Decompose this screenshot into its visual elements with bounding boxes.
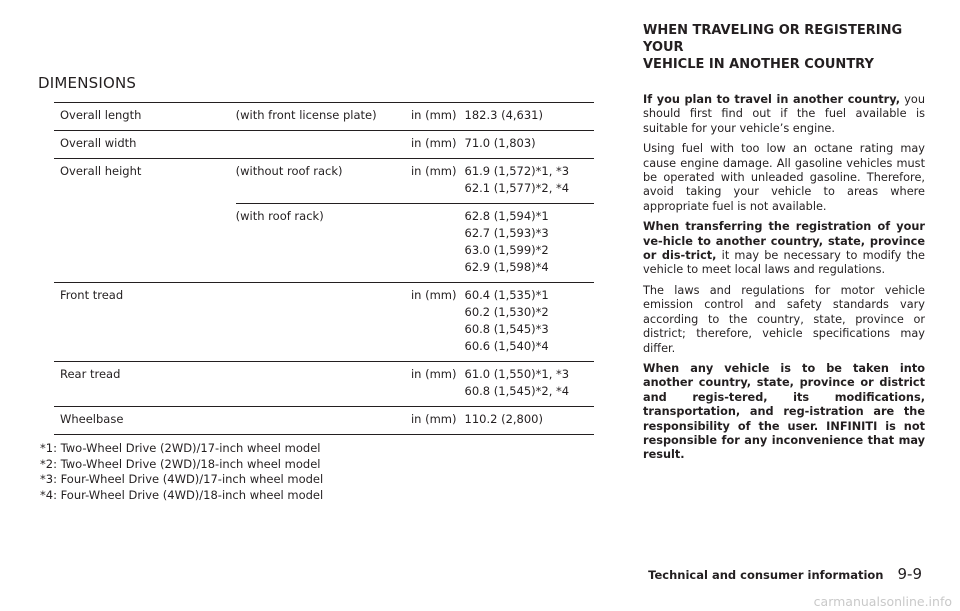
footer-section-label: Technical and consumer information [648,568,884,582]
header-line: VEHICLE IN ANOTHER COUNTRY [643,57,874,72]
table-row [54,103,594,131]
item-cell: Overall width [54,131,236,159]
value-line: 182.3 (4,631) [464,108,543,122]
value-cell [465,159,595,204]
value-cell [465,362,595,407]
value-cell [465,407,595,435]
unit-cell: in (mm) [411,131,465,159]
table-row [54,131,594,159]
paragraph-registration [643,220,925,278]
footnote: *3: Four-Wheel Drive (4WD)/17-inch wheel model [40,472,324,486]
paragraph-fuel [643,93,925,136]
value-line: 62.7 (1,593)*3 [464,226,549,240]
paragraph-text: it may be necessary to modify the vehicle to meet local laws and regulations. [643,249,925,277]
paragraph-lead: If you plan to travel in another country, [643,93,900,106]
item-cell: Overall height [54,159,236,204]
value-line: 61.9 (1,572)*1, *3 [464,164,570,178]
value-line: 62.1 (1,577)*2, *4 [464,181,570,195]
section-title: DIMENSIONS [38,74,137,92]
page-footer [648,565,922,583]
paragraph-octane: Using fuel with too low an octane rating may cause engine damage. All gasoline vehicles must be operated with unleaded gasoline. Therefore, avoid taking your vehicle to areas where appropriate fuel is not available. [643,142,925,213]
condition-cell: (with roof rack) [236,204,411,283]
table-row [54,283,594,362]
dimensions-table [54,102,594,435]
footnote: *2: Two-Wheel Drive (2WD)/18-inch wheel model [40,456,321,471]
item-cell: Front tread [54,283,236,362]
dimensions-section [38,74,598,503]
condition-cell [236,283,411,362]
unit-cell: in (mm) [411,283,465,362]
paragraph-text: you should first find out if the fuel available is suitable for your vehicle’s engine. [643,93,925,135]
table-row [54,362,594,407]
value-line: 110.2 (2,800) [464,412,543,426]
paragraph-laws: The laws and regulations for motor vehicle emission control and safety standards vary according to the country, state, province or district; therefore, vehicle specifications may differ. [643,283,925,355]
item-cell: Rear tread [54,362,236,407]
footnote: *4: Four-Wheel Drive (4WD)/18-inch wheel model [40,487,324,502]
condition-cell [236,362,411,407]
page-header-title [643,22,925,73]
value-line: 62.8 (1,594)*1 [464,209,549,223]
page-number: 9-9 [897,565,922,583]
footnote: *1: Two-Wheel Drive (2WD)/17-inch wheel model [40,441,321,455]
unit-cell: in (mm) [411,407,465,435]
table-row [54,407,594,435]
value-line: 60.8 (1,545)*2, *4 [464,384,570,398]
unit-cell: in (mm) [411,103,465,131]
condition-cell: (without roof rack) [236,159,411,204]
value-cell [465,103,595,131]
header-line: WHEN TRAVELING OR REGISTERING YOUR [643,23,903,55]
value-cell [465,283,595,362]
unit-cell: in (mm) [411,159,465,204]
table-row [54,159,594,204]
traveling-section [643,22,925,469]
value-line: 60.2 (1,530)*2 [464,305,549,319]
table-row [54,204,594,283]
unit-cell: in (mm) [411,362,465,407]
dimensions-table-body [54,103,594,435]
value-cell [465,204,595,283]
value-line: 60.8 (1,545)*3 [464,322,549,336]
value-line: 63.0 (1,599)*2 [464,243,549,257]
item-cell [54,204,236,283]
paragraph-responsibility: When any vehicle is to be taken into another country, state, province or district and regis-tered, its modifications, transportation, and reg-istration are the responsibility of the user. INFINITI is not responsible for any inconvenience that may result. [643,361,925,462]
item-cell: Wheelbase [54,407,236,435]
paragraph-lead: When transferring the registration of your ve-hicle to another country, state, province or dis-trict, [643,220,925,263]
footnotes [40,441,598,503]
watermark: carmanualsonline.info [813,594,952,609]
unit-cell [411,204,465,283]
value-line: 61.0 (1,550)*1, *3 [464,367,570,381]
value-line: 71.0 (1,803) [464,136,536,150]
value-line: 60.6 (1,540)*4 [464,339,549,353]
value-line: 62.9 (1,598)*4 [464,260,549,274]
value-cell [465,131,595,159]
value-line: 60.4 (1,535)*1 [464,288,549,302]
item-cell: Overall length [54,103,236,131]
condition-cell: (with front license plate) [236,103,411,131]
condition-cell [236,407,411,435]
condition-cell [236,131,411,159]
